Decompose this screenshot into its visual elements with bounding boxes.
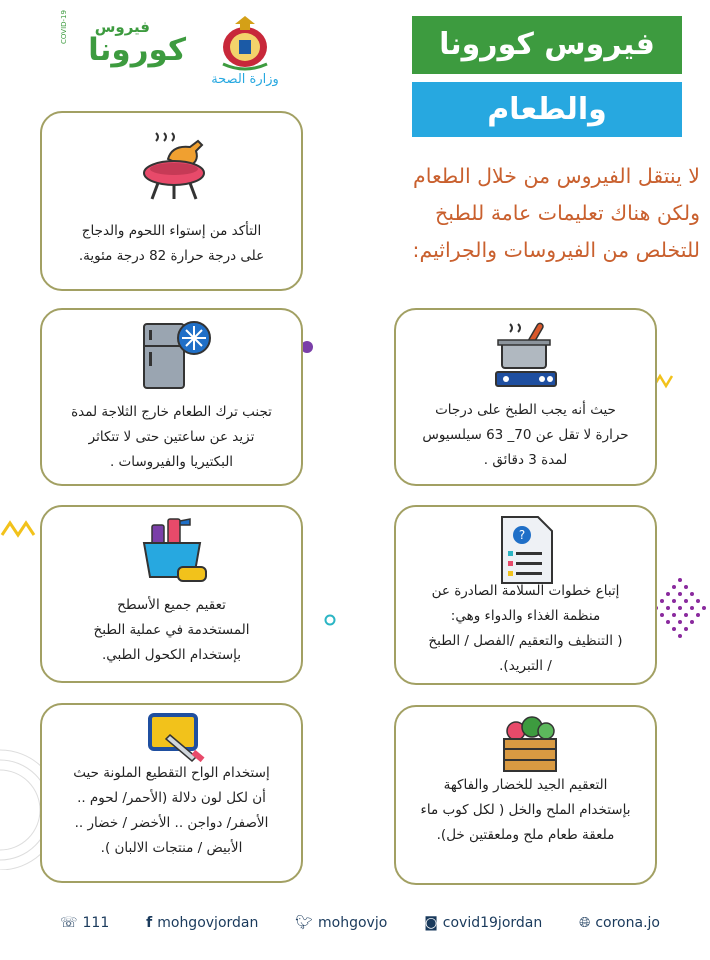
decorative-zigzag-yellow (0, 515, 40, 540)
card-text (404, 579, 647, 679)
card-line: على درجة حرارة 82 درجة مئوية. (78, 248, 265, 264)
intro-text (330, 158, 700, 269)
card-line: أن لكل لون دلالة (الأحمر/ لحوم .. (77, 790, 266, 806)
card-text (404, 773, 647, 848)
card-line: تعقيم جميع الأسطح (117, 597, 226, 613)
card-line: / التبريد). (499, 658, 552, 674)
intro-line: لا ينتقل الفيروس من خلال الطعام (413, 164, 700, 188)
facebook-text: mohgovjordan (157, 915, 259, 931)
card-line: الأصفر/ دواجن .. الأخضر / خضار .. (74, 815, 269, 831)
web-text: corona.jo (595, 915, 660, 931)
brand-small-text: فيروس (94, 18, 150, 36)
card-line: لمدة 3 دقائق . (483, 452, 568, 468)
footer-phone[interactable] (60, 915, 109, 931)
card-line: الأبيض / منتجات الالبان ). (100, 840, 243, 856)
svg-text:?: ? (518, 528, 526, 542)
card-text (404, 398, 647, 473)
card-line: منظمة الغذاء والدواء وهي: (450, 608, 601, 624)
intro-line: للتخلص من الفيروسات والجراثيم: (412, 238, 700, 262)
facebook-icon: f (146, 915, 153, 931)
jordan-emblem-icon (200, 14, 290, 72)
card-line: ( التنظيف والتعقيم /الفصل / الطبخ (428, 633, 623, 649)
document-question-icon (496, 515, 560, 585)
ministry-label: وزارة الصحة (211, 72, 279, 87)
instagram-text: covid19jordan (442, 915, 543, 931)
twitter-text: mohgovjo (318, 915, 388, 931)
card-line: التأكد من إستواء اللحوم والدجاج (81, 223, 262, 239)
cooking-pot-icon (492, 318, 564, 390)
footer-twitter[interactable] (295, 915, 387, 931)
card-line: ملعقة طعام ملح وملعقتين خل). (436, 827, 615, 843)
tip-card-safety-steps (394, 505, 657, 685)
globe-icon: 🌐︎ (579, 915, 591, 931)
card-line: البكتيريا والفيروسات . (109, 454, 234, 470)
footer-instagram[interactable] (424, 915, 542, 931)
decorative-ring-teal (323, 613, 337, 627)
card-text (50, 400, 293, 475)
phone-icon: ☏ (60, 915, 78, 931)
brand-big-text: كورونا (88, 32, 186, 68)
twitter-icon: 🐦︎ (295, 915, 314, 931)
card-line: حرارة لا تقل عن 70_ 63 سيلسيوس (422, 427, 629, 443)
tip-card-cooking-temperature (394, 308, 657, 486)
grill-chicken-icon (138, 129, 210, 201)
card-line: المستخدمة في عملية الطبخ (93, 622, 250, 638)
card-line: حيث أنه يجب الطبخ على درجات (435, 402, 616, 418)
title-banner-blue: والطعام (412, 82, 682, 137)
ministry-of-health-logo (200, 14, 290, 87)
card-text (50, 593, 293, 668)
brand-tag-text: COVID-19 (60, 10, 68, 44)
card-text (50, 761, 293, 861)
card-line: إستخدام الواح التقطيع الملونة حيث (73, 765, 270, 781)
intro-line: ولكن هناك تعليمات عامة للطبخ (435, 201, 700, 225)
vegetable-crate-icon (498, 715, 562, 775)
fridge-icon (136, 318, 216, 390)
tip-card-surfaces (40, 505, 303, 683)
cleaning-supplies-icon (140, 513, 212, 585)
corona-brand-logo (60, 10, 192, 74)
card-line: تزيد عن ساعتين حتى لا تتكاثر (88, 429, 255, 445)
card-line: إتباع خطوات السلامة الصادرة عن (431, 583, 620, 599)
decorative-dots-pattern (650, 575, 710, 655)
tip-card-vegetables (394, 705, 657, 885)
footer-web[interactable] (579, 915, 660, 931)
title-banner-green: فيروس كورونا (412, 16, 682, 74)
tip-card-fridge (40, 308, 303, 486)
card-line: تجنب ترك الطعام خارج الثلاجة لمدة (71, 404, 272, 420)
card-text (50, 219, 293, 269)
tip-card-cutting-boards (40, 703, 303, 883)
card-line: بإستخدام الكحول الطبي. (101, 647, 242, 663)
footer-facebook[interactable] (146, 915, 258, 931)
phone-text: 111 (82, 915, 110, 931)
instagram-icon: ◙ (424, 915, 438, 931)
cutting-board-icon (142, 709, 208, 765)
tip-card-meat-temperature (40, 111, 303, 291)
footer-contacts (60, 908, 660, 938)
decorative-arcs (0, 740, 40, 870)
card-line: التعقيم الجيد للخضار والفاكهة (443, 777, 608, 793)
card-line: بإستخدام الملح والخل ( لكل كوب ماء (420, 802, 631, 818)
